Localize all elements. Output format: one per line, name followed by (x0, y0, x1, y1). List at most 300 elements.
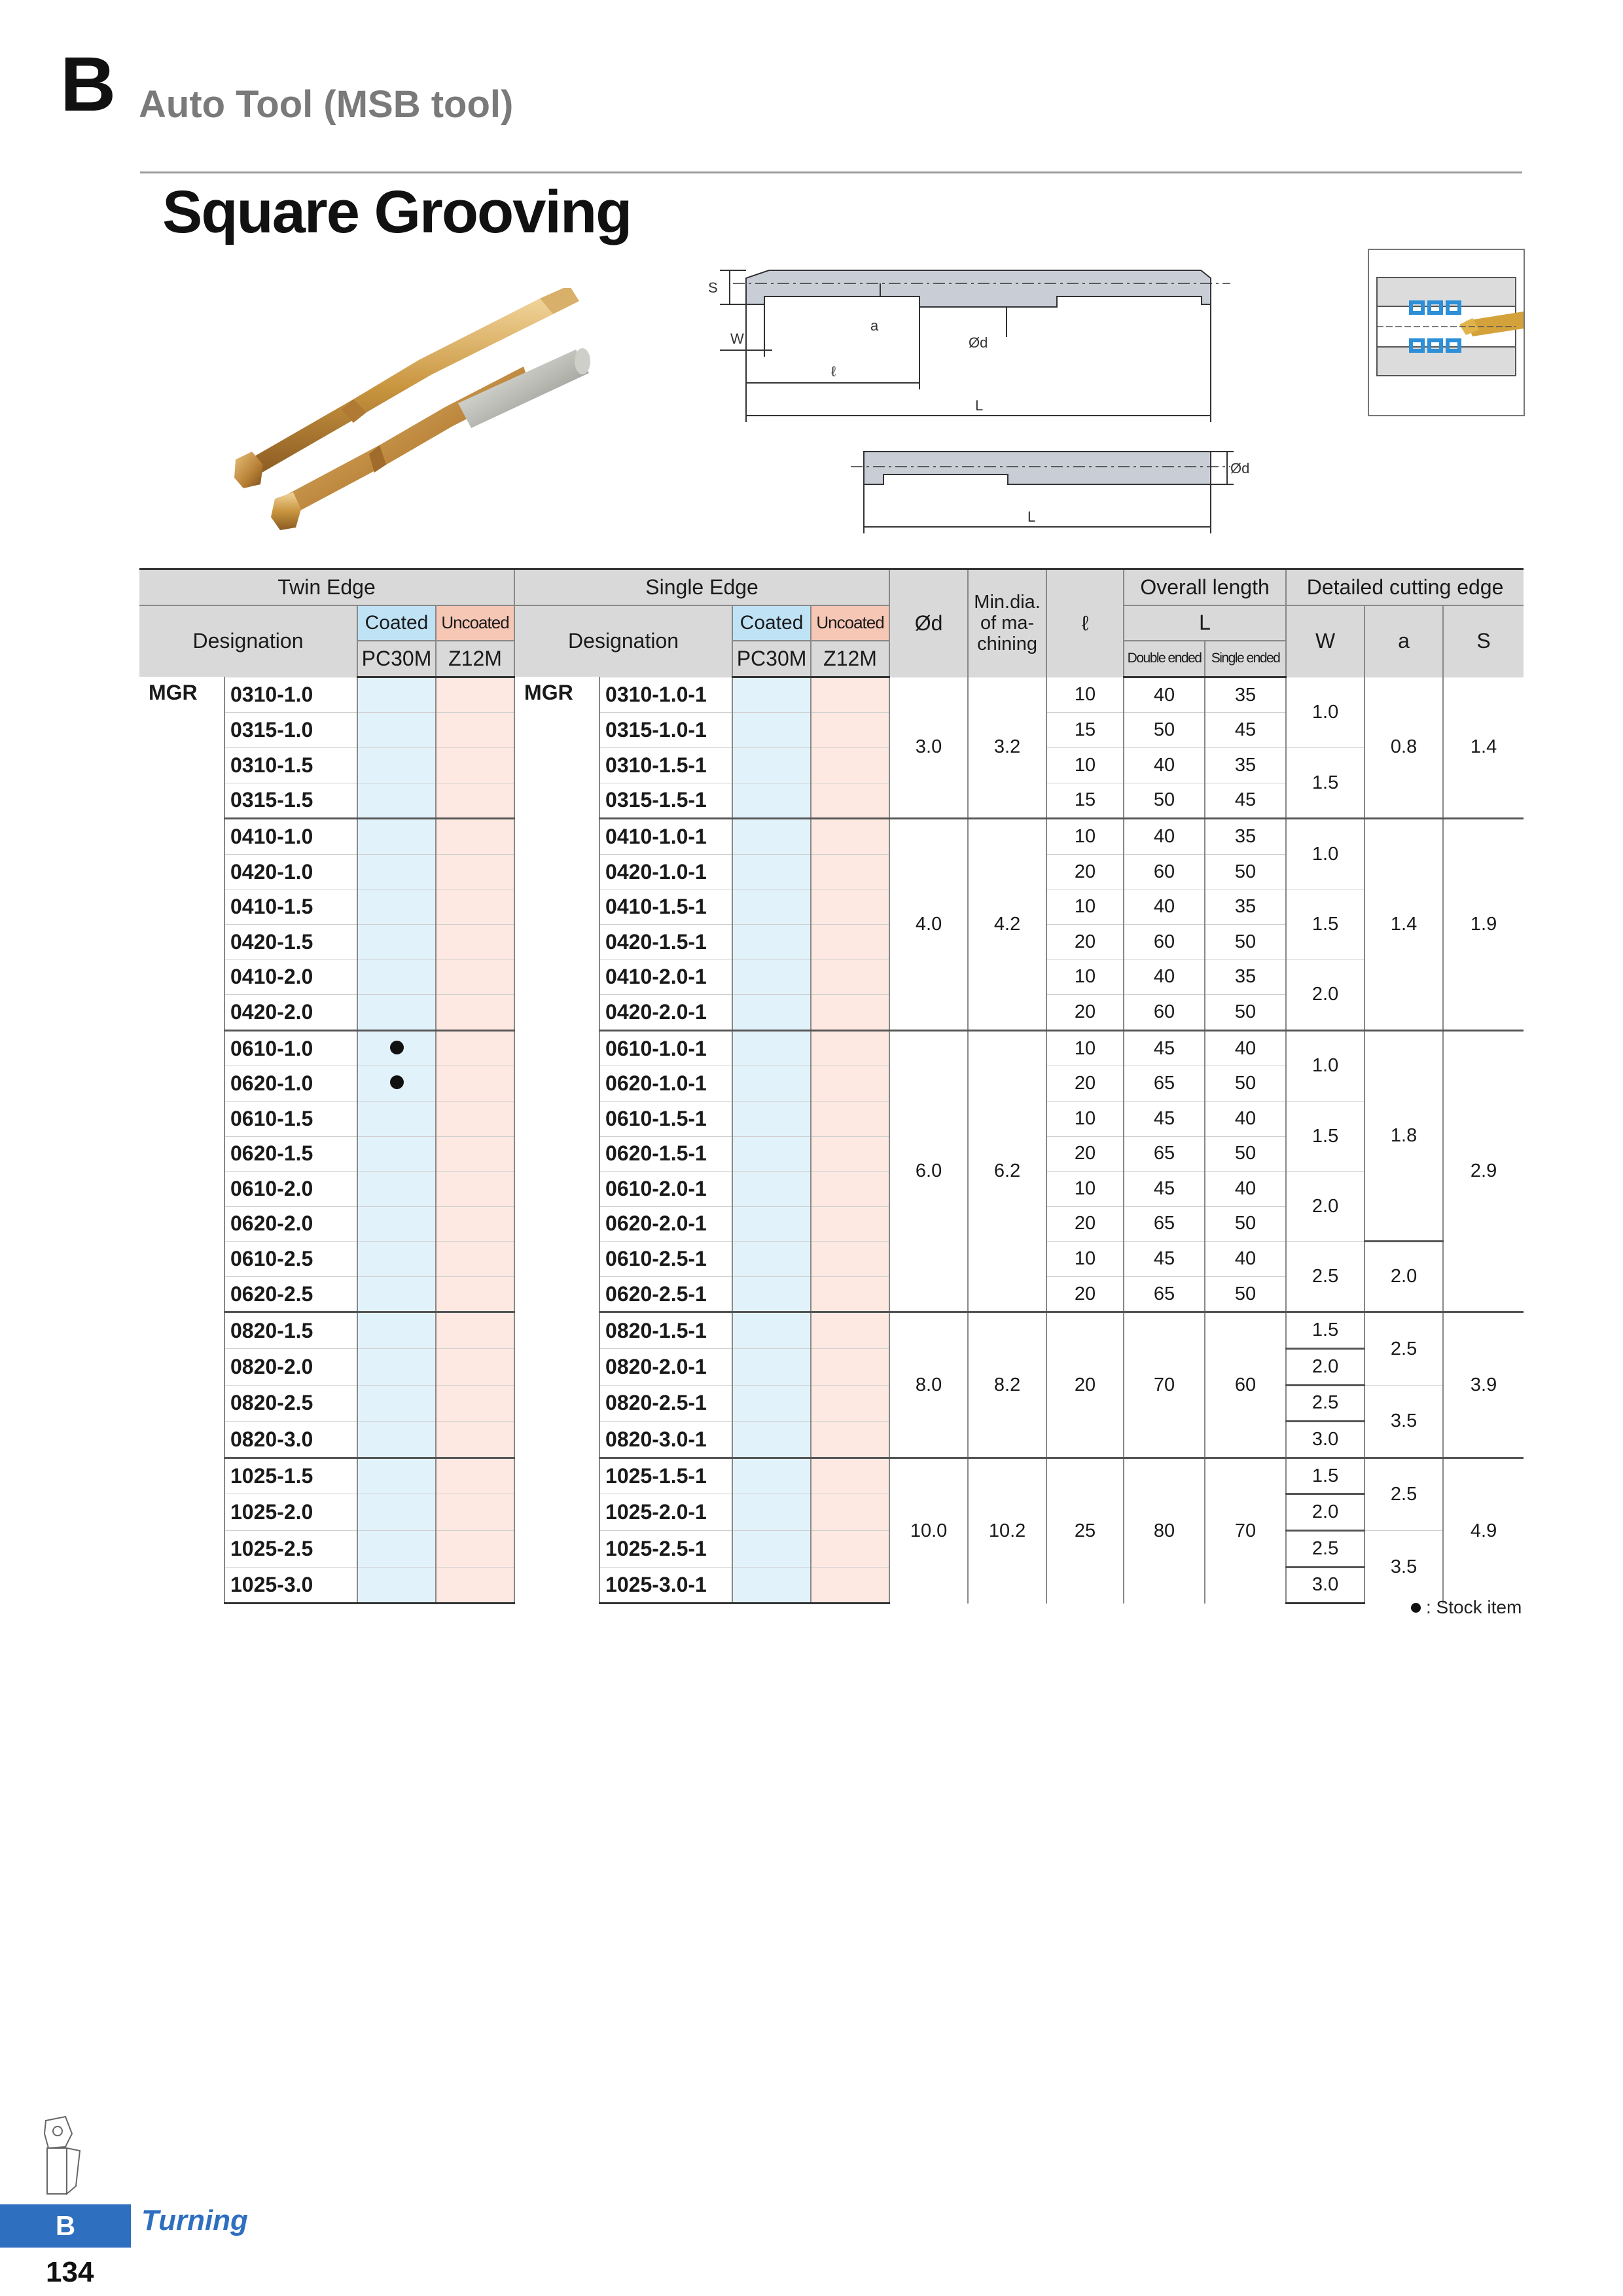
l-value: 20 (1046, 924, 1124, 960)
dim-label-L: L (975, 397, 984, 414)
double-ended-value: 65 (1124, 1276, 1205, 1312)
double-ended-value: 45 (1124, 1101, 1205, 1136)
dim-label-od: Ød (969, 334, 988, 351)
double-ended-value: 60 (1124, 854, 1205, 889)
a-value: 2.5 (1364, 1458, 1443, 1530)
dim-label-L-single: L (1027, 509, 1036, 525)
stock-coated-single (732, 1349, 811, 1386)
stock-uncoated-twin (436, 1422, 514, 1458)
stock-coated-single (732, 1276, 811, 1312)
stock-coated-single (732, 1422, 811, 1458)
stock-coated-single (732, 1136, 811, 1172)
l-value: 10 (1046, 819, 1124, 855)
stock-coated-single (732, 854, 811, 889)
stock-uncoated-single (811, 889, 889, 925)
stock-coated-single (732, 1242, 811, 1277)
header-grade-pc30m-twin: PC30M (357, 641, 436, 677)
legend-label: : Stock item (1426, 1597, 1522, 1617)
designation-single: 0610-2.0-1 (599, 1172, 732, 1207)
header-uncoated-single: Uncoated (811, 605, 889, 641)
designation-twin: 0620-1.0 (224, 1066, 357, 1102)
designation-twin: 0410-1.5 (224, 889, 357, 925)
table-row (139, 1312, 1524, 1349)
od-value: 8.0 (889, 1312, 968, 1458)
s-value: 2.9 (1443, 1030, 1524, 1312)
table-row (139, 1494, 1524, 1531)
stock-coated-twin (357, 1422, 436, 1458)
w-value: 1.5 (1286, 1458, 1364, 1494)
stock-uncoated-twin (436, 713, 514, 748)
stock-uncoated-twin (436, 819, 514, 855)
stock-coated-twin (357, 1531, 436, 1568)
double-ended-value: 65 (1124, 1066, 1205, 1102)
stock-coated-twin (357, 1101, 436, 1136)
stock-uncoated-single (811, 819, 889, 855)
designation-twin: 0820-3.0 (224, 1422, 357, 1458)
stock-uncoated-twin (436, 1172, 514, 1207)
l-value: 15 (1046, 713, 1124, 748)
stock-dot-icon (390, 1041, 404, 1054)
w-value: 1.5 (1286, 1312, 1364, 1349)
stock-coated-twin (357, 1030, 436, 1066)
designation-twin: 0420-1.0 (224, 854, 357, 889)
footer-section-tab[interactable]: B (0, 2204, 131, 2248)
stock-coated-twin (357, 783, 436, 819)
dim-label-l-small: ℓ (831, 363, 836, 380)
dim-label-s: S (708, 279, 718, 296)
designation-single: 0820-2.0-1 (599, 1349, 732, 1386)
stock-uncoated-single (811, 1172, 889, 1207)
designation-twin: 0410-2.0 (224, 960, 357, 995)
stock-coated-single (732, 1494, 811, 1531)
s-value: 4.9 (1443, 1458, 1524, 1603)
header-twin-edge: Twin Edge (139, 569, 514, 605)
stock-coated-twin (357, 1567, 436, 1604)
header-min-dia: Min.dia. of ma- chining (968, 569, 1046, 677)
header-coated-twin: Coated (357, 605, 436, 641)
stock-uncoated-twin (436, 1312, 514, 1349)
stock-uncoated-single (811, 783, 889, 819)
stock-coated-twin (357, 1136, 436, 1172)
designation-twin: 1025-3.0 (224, 1567, 357, 1604)
stock-uncoated-single (811, 1567, 889, 1604)
min-dia-value: 10.2 (968, 1458, 1046, 1603)
min-dia-value: 3.2 (968, 677, 1046, 818)
designation-single: 0420-1.5-1 (599, 924, 732, 960)
w-value: 1.0 (1286, 819, 1364, 889)
stock-uncoated-twin (436, 1567, 514, 1604)
header-w: W (1286, 605, 1364, 677)
table-body (139, 677, 1524, 1603)
double-ended-value: 40 (1124, 960, 1205, 995)
table-row (139, 889, 1524, 925)
double-ended-value: 45 (1124, 1172, 1205, 1207)
header-uncoated-twin: Uncoated (436, 605, 514, 641)
s-value: 3.9 (1443, 1312, 1524, 1458)
single-ended-value: 40 (1205, 1101, 1286, 1136)
stock-uncoated-twin (436, 854, 514, 889)
stock-coated-twin (357, 819, 436, 855)
designation-single: 0315-1.0-1 (599, 713, 732, 748)
tool-photo (223, 288, 602, 537)
designation-twin: 1025-1.5 (224, 1458, 357, 1494)
stock-uncoated-single (811, 1030, 889, 1066)
w-value: 2.5 (1286, 1385, 1364, 1422)
designation-single: 0610-1.0-1 (599, 1030, 732, 1066)
stock-coated-twin (357, 677, 436, 713)
min-dia-value: 4.2 (968, 819, 1046, 1031)
single-ended-value: 35 (1205, 819, 1286, 855)
a-value: 1.8 (1364, 1030, 1443, 1242)
header-overall-length: Overall length (1124, 569, 1286, 605)
l-value: 20 (1046, 1312, 1124, 1458)
designation-single: 0315-1.5-1 (599, 783, 732, 819)
table-row (139, 1242, 1524, 1277)
stock-coated-single (732, 783, 811, 819)
w-value: 1.0 (1286, 1030, 1364, 1101)
stock-uncoated-twin (436, 1276, 514, 1312)
designation-twin: 0610-1.5 (224, 1101, 357, 1136)
designation-single: 0820-2.5-1 (599, 1385, 732, 1422)
od-value: 4.0 (889, 819, 968, 1031)
stock-uncoated-twin (436, 1030, 514, 1066)
stock-coated-twin (357, 1458, 436, 1494)
stock-uncoated-single (811, 1349, 889, 1386)
od-value: 10.0 (889, 1458, 968, 1603)
designation-single: 0620-1.5-1 (599, 1136, 732, 1172)
stock-uncoated-single (811, 1101, 889, 1136)
l-value: 20 (1046, 995, 1124, 1031)
stock-coated-single (732, 1531, 811, 1568)
stock-uncoated-single (811, 1066, 889, 1102)
double-ended-value: 45 (1124, 1030, 1205, 1066)
double-ended-value: 40 (1124, 747, 1205, 783)
single-ended-value: 35 (1205, 960, 1286, 995)
stock-coated-single (732, 960, 811, 995)
designation-single: 1025-2.5-1 (599, 1531, 732, 1568)
stock-coated-twin (357, 1494, 436, 1531)
single-ended-value: 40 (1205, 1242, 1286, 1277)
s-value: 1.4 (1443, 677, 1524, 818)
spec-table (139, 568, 1524, 1604)
single-ended-value: 50 (1205, 1206, 1286, 1242)
stock-uncoated-twin (436, 677, 514, 713)
table-row (139, 1172, 1524, 1207)
table-row (139, 960, 1524, 995)
l-value: 10 (1046, 1242, 1124, 1277)
designation-twin: 0410-1.0 (224, 819, 357, 855)
stock-uncoated-twin (436, 1242, 514, 1277)
stock-coated-single (732, 1206, 811, 1242)
single-ended-value: 50 (1205, 1276, 1286, 1312)
double-ended-value: 45 (1124, 1242, 1205, 1277)
double-ended-value: 40 (1124, 889, 1205, 925)
section-title: Auto Tool (MSB tool) (139, 83, 514, 126)
designation-twin: 0610-1.0 (224, 1030, 357, 1066)
designation-twin: 0420-2.0 (224, 995, 357, 1031)
designation-single: 0410-1.0-1 (599, 819, 732, 855)
stock-coated-single (732, 995, 811, 1031)
w-value: 1.0 (1286, 677, 1364, 747)
stock-uncoated-single (811, 1531, 889, 1568)
table-row (139, 1567, 1524, 1604)
l-value: 10 (1046, 747, 1124, 783)
page-title: Square Grooving (162, 179, 632, 245)
designation-single: 0610-1.5-1 (599, 1101, 732, 1136)
single-ended-value: 50 (1205, 854, 1286, 889)
stock-coated-single (732, 924, 811, 960)
min-dia-value: 6.2 (968, 1030, 1046, 1312)
stock-coated-single (732, 747, 811, 783)
stock-coated-single (732, 1066, 811, 1102)
l-value: 10 (1046, 889, 1124, 925)
single-ended-value: 50 (1205, 1136, 1286, 1172)
stock-uncoated-single (811, 1136, 889, 1172)
stock-coated-twin (357, 889, 436, 925)
min-dia-value: 8.2 (968, 1312, 1046, 1458)
stock-coated-single (732, 1385, 811, 1422)
double-ended-value: 60 (1124, 995, 1205, 1031)
double-ended-value: 40 (1124, 819, 1205, 855)
stock-uncoated-single (811, 1458, 889, 1494)
table-row (139, 1349, 1524, 1386)
prefix-twin: MGR (149, 681, 198, 705)
w-value: 3.0 (1286, 1422, 1364, 1458)
l-value: 20 (1046, 1066, 1124, 1102)
header-l-small: ℓ (1046, 569, 1124, 677)
stock-coated-single (732, 889, 811, 925)
double-ended-value: 80 (1124, 1458, 1205, 1603)
w-value: 2.0 (1286, 1349, 1364, 1386)
stock-uncoated-single (811, 677, 889, 713)
stock-coated-twin (357, 1276, 436, 1312)
designation-twin: 0820-2.5 (224, 1385, 357, 1422)
stock-coated-twin (357, 995, 436, 1031)
stock-uncoated-single (811, 1276, 889, 1312)
header-grade-z12m-twin: Z12M (436, 641, 514, 677)
designation-single: 1025-3.0-1 (599, 1567, 732, 1604)
stock-uncoated-single (811, 713, 889, 748)
designation-twin: 0620-1.5 (224, 1136, 357, 1172)
designation-twin: 1025-2.0 (224, 1494, 357, 1531)
w-value: 2.5 (1286, 1242, 1364, 1312)
stock-uncoated-twin (436, 924, 514, 960)
l-value: 25 (1046, 1458, 1124, 1603)
single-ended-value: 35 (1205, 889, 1286, 925)
od-value: 3.0 (889, 677, 968, 818)
header-detailed-edge: Detailed cutting edge (1286, 569, 1524, 605)
designation-twin: 0620-2.0 (224, 1206, 357, 1242)
designation-twin: 0310-1.5 (224, 747, 357, 783)
stock-uncoated-twin (436, 1136, 514, 1172)
l-value: 10 (1046, 1030, 1124, 1066)
stock-coated-twin (357, 1385, 436, 1422)
stock-coated-single (732, 1458, 811, 1494)
stock-coated-twin (357, 924, 436, 960)
s-value: 1.9 (1443, 819, 1524, 1031)
header-a: a (1364, 605, 1443, 677)
designation-twin: 0820-1.5 (224, 1312, 357, 1349)
header-grade-z12m-single: Z12M (811, 641, 889, 677)
designation-single: 0620-2.5-1 (599, 1276, 732, 1312)
stock-uncoated-single (811, 747, 889, 783)
dim-label-od-single: Ød (1230, 460, 1250, 476)
stock-coated-twin (357, 1242, 436, 1277)
l-value: 10 (1046, 1172, 1124, 1207)
l-value: 20 (1046, 854, 1124, 889)
double-ended-value: 65 (1124, 1136, 1205, 1172)
a-value: 1.4 (1364, 819, 1443, 1031)
header-od: Ød (889, 569, 968, 677)
w-value: 1.5 (1286, 1101, 1364, 1171)
single-ended-value: 70 (1205, 1458, 1286, 1603)
stock-coated-twin (357, 960, 436, 995)
l-value: 20 (1046, 1136, 1124, 1172)
stock-uncoated-twin (436, 1494, 514, 1531)
page-number: 134 (46, 2256, 94, 2288)
stock-uncoated-twin (436, 1066, 514, 1102)
dim-label-w: W (730, 331, 744, 347)
w-value: 2.5 (1286, 1531, 1364, 1568)
stock-coated-single (732, 1172, 811, 1207)
stock-uncoated-single (811, 1206, 889, 1242)
stock-uncoated-single (811, 1385, 889, 1422)
stock-uncoated-twin (436, 1349, 514, 1386)
table-row (139, 1531, 1524, 1568)
stock-uncoated-single (811, 1422, 889, 1458)
stock-uncoated-single (811, 1312, 889, 1349)
table-row (139, 747, 1524, 783)
w-value: 3.0 (1286, 1567, 1364, 1604)
designation-twin: 0315-1.5 (224, 783, 357, 819)
stock-uncoated-single (811, 995, 889, 1031)
stock-coated-single (732, 1030, 811, 1066)
designation-single: 0420-1.0-1 (599, 854, 732, 889)
table-row (139, 1030, 1524, 1066)
stock-dot-icon (390, 1075, 404, 1089)
stock-coated-twin (357, 854, 436, 889)
dim-label-a: a (870, 317, 879, 334)
w-value: 2.0 (1286, 1172, 1364, 1242)
stock-coated-single (732, 713, 811, 748)
table-row (139, 1458, 1524, 1494)
stock-uncoated-twin (436, 889, 514, 925)
stock-uncoated-single (811, 854, 889, 889)
designation-twin: 0315-1.0 (224, 713, 357, 748)
header-designation-twin: Designation (139, 605, 357, 677)
designation-twin: 0610-2.0 (224, 1172, 357, 1207)
stock-uncoated-single (811, 960, 889, 995)
od-value: 6.0 (889, 1030, 968, 1312)
single-ended-value: 40 (1205, 1030, 1286, 1066)
dimension-drawing (694, 259, 1283, 547)
double-ended-value: 65 (1124, 1206, 1205, 1242)
designation-single: 1025-2.0-1 (599, 1494, 732, 1531)
l-value: 10 (1046, 677, 1124, 713)
designation-twin: 0820-2.0 (224, 1349, 357, 1386)
l-value: 15 (1046, 783, 1124, 819)
footer-section-label[interactable]: Turning (141, 2204, 248, 2236)
table-row (139, 1385, 1524, 1422)
single-ended-value: 35 (1205, 677, 1286, 713)
a-value: 3.5 (1364, 1531, 1443, 1604)
stock-coated-twin (357, 1349, 436, 1386)
stock-uncoated-single (811, 924, 889, 960)
title-divider (140, 171, 1522, 173)
double-ended-value: 50 (1124, 783, 1205, 819)
single-ended-value: 35 (1205, 747, 1286, 783)
designation-single: 0410-2.0-1 (599, 960, 732, 995)
stock-dot-icon (1411, 1603, 1421, 1613)
designation-twin: 0420-1.5 (224, 924, 357, 960)
stock-coated-single (732, 819, 811, 855)
stock-uncoated-twin (436, 1101, 514, 1136)
stock-coated-twin (357, 1172, 436, 1207)
designation-single: 0310-1.5-1 (599, 747, 732, 783)
table-row (139, 1422, 1524, 1458)
stock-coated-single (732, 1312, 811, 1349)
designation-twin: 0310-1.0 (224, 677, 357, 713)
a-value: 2.5 (1364, 1312, 1443, 1385)
application-illustration (1368, 249, 1525, 416)
a-value: 2.0 (1364, 1242, 1443, 1312)
a-value: 0.8 (1364, 677, 1443, 818)
designation-twin: 1025-2.5 (224, 1531, 357, 1568)
designation-single: 0620-1.0-1 (599, 1066, 732, 1102)
double-ended-value: 60 (1124, 924, 1205, 960)
table-row (139, 1101, 1524, 1136)
single-ended-value: 50 (1205, 1066, 1286, 1102)
l-value: 10 (1046, 1101, 1124, 1136)
designation-single: 0420-2.0-1 (599, 995, 732, 1031)
stock-coated-twin (357, 1312, 436, 1349)
single-ended-value: 50 (1205, 924, 1286, 960)
turning-tool-icon (39, 2114, 98, 2199)
stock-uncoated-twin (436, 1206, 514, 1242)
single-ended-value: 40 (1205, 1172, 1286, 1207)
stock-uncoated-twin (436, 783, 514, 819)
section-letter: B (60, 41, 116, 128)
single-ended-value: 60 (1205, 1312, 1286, 1458)
double-ended-value: 50 (1124, 713, 1205, 748)
prefix-single: MGR (514, 677, 599, 1603)
header-coated-single: Coated (732, 605, 811, 641)
single-ended-value: 45 (1205, 783, 1286, 819)
stock-coated-single (732, 1101, 811, 1136)
header-single-edge: Single Edge (514, 569, 889, 605)
designation-twin: 0610-2.5 (224, 1242, 357, 1277)
stock-coated-twin (357, 1206, 436, 1242)
stock-uncoated-twin (436, 995, 514, 1031)
stock-coated-twin (357, 747, 436, 783)
designation-twin: 0620-2.5 (224, 1276, 357, 1312)
l-value: 20 (1046, 1276, 1124, 1312)
table-row (139, 677, 1524, 713)
designation-single: 0310-1.0-1 (599, 677, 732, 713)
stock-uncoated-single (811, 1494, 889, 1531)
a-value: 3.5 (1364, 1385, 1443, 1458)
designation-single: 0820-1.5-1 (599, 1312, 732, 1349)
w-value: 2.0 (1286, 1494, 1364, 1531)
single-ended-value: 45 (1205, 713, 1286, 748)
single-ended-value: 50 (1205, 995, 1286, 1031)
stock-uncoated-twin (436, 747, 514, 783)
designation-single: 0820-3.0-1 (599, 1422, 732, 1458)
stock-uncoated-twin (436, 960, 514, 995)
stock-coated-twin (357, 713, 436, 748)
table-row (139, 819, 1524, 855)
legend (1411, 1597, 1522, 1618)
